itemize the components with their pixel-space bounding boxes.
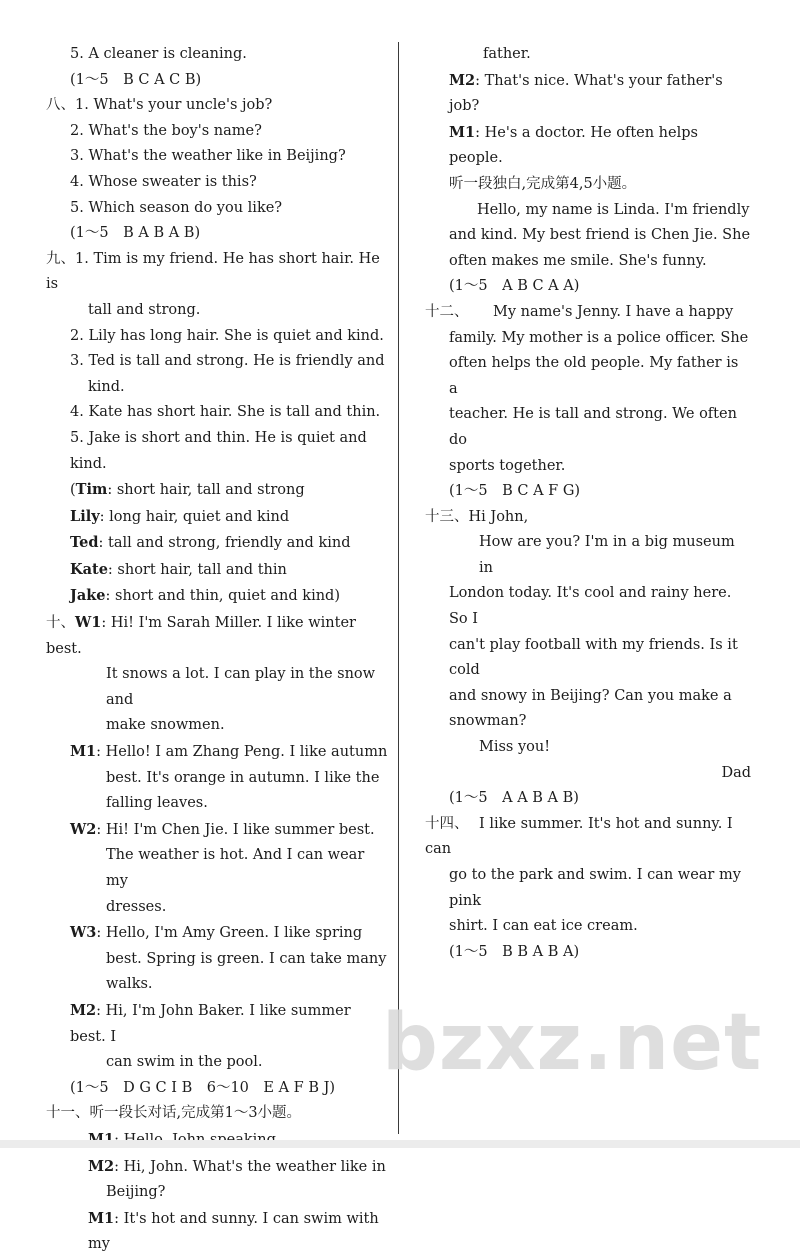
answer-key: (1～5 B B A B A) — [449, 943, 580, 960]
speaker: M1 — [88, 1209, 115, 1227]
page-bottom-band — [0, 1140, 800, 1148]
instruction: 听一段长对话,完成第1～3小题。 — [89, 1105, 302, 1122]
signature: Dad — [721, 764, 751, 781]
right-column: father. M2: That's nice. What's your father's job? M1: He's a doctor. He often helps people. 听一段独白,完成第4,5小题。 Hello, my name is Linda. I'm friendly and kind. My best friend is Chen Jie. She often makes me smile. She's funny. (1～5 A B C A A) 十二、 My name's Jenny. I have a happy family. My mother is a police officer. She often helps the old people. My father is a teacher. He is tall and strong. We often do sports together. (1～5 B C A F G) 十三、Hi John, How are you? I'm in a big museum in London today. It's cool and rainy here. So I can't play football with my friends. Is it cold and snowy in Beijing? Can you make a snowman? Miss you! Dad (1～5 A A B A B) 十四、 I like summer. It's hot and sunny. I can go to the park and swim. I can wear my pink shirt. I can eat ice cream. (1～5 B B A B A) — [425, 42, 751, 965]
section-8 — [46, 93, 390, 247]
speaker: W2 — [70, 820, 97, 838]
answer-key: Jake: short and thin, quiet and kind) — [70, 587, 340, 605]
question: 2. What's the boy's name? — [70, 122, 262, 139]
answer-key: (1～5 A B C A A) — [449, 278, 580, 295]
speaker: W1 — [75, 614, 102, 632]
section-13: 十三、Hi John, How are you? I'm in a big museum in London today. It's cool and rainy here. So I can't play football with my friends. Is it cold and snowy in Beijing? Can you make a snowman? Miss you! Dad (1～5 A A B A B) — [425, 505, 751, 812]
section-11: 十一、听一段长对话,完成第1～3小题。 M2: Hi, John. What's the weather like in Beijing? M1: It's hot and sunny. I can swim with my — [46, 1101, 390, 1258]
section-12: 十二、 My name's Jenny. I have a happy family. My mother is a police officer. She often helps the old people. My father is a teacher. He is tall and strong. We often do sports together. (1～5 B C A F G) — [425, 300, 751, 505]
answer-key: (1～5 B C A F G) — [449, 483, 581, 500]
answer-key: (Tim: short hair, tall and strong — [70, 481, 305, 499]
answer-line: 5. A cleaner is cleaning. — [70, 46, 247, 62]
speaker: W3 — [70, 924, 97, 942]
answer-key: (1～5 B C A C B) — [70, 71, 202, 88]
speaker: M1 — [70, 743, 97, 761]
answer-key: Lily: long hair, quiet and kind — [70, 507, 290, 525]
answer-key: Kate: short hair, tall and thin — [70, 560, 287, 578]
greeting: Hi John, — [468, 508, 529, 525]
answer-key: (1～5 A A B A B) — [449, 790, 579, 807]
speaker: M1 — [449, 123, 476, 141]
answer-key: (1～5 B A B A B) — [70, 225, 201, 242]
sentence: 1. Tim is my friend. He has short hair. He is — [46, 250, 380, 293]
watermark-text: bzxz.net — [382, 998, 763, 1088]
section-mark: 十二、 — [425, 303, 469, 320]
section-9 — [46, 247, 390, 610]
section-mark: 十、 — [46, 615, 75, 632]
section-mark: 九、 — [46, 250, 75, 267]
question: 5. Which season do you like? — [70, 199, 283, 216]
section-mark: 十四、 — [425, 815, 469, 832]
sentence: kind. — [88, 378, 125, 395]
section-14: 十四、 I like summer. It's hot and sunny. I can go to the park and swim. I can wear my pink shirt. I can eat ice cream. (1～5 B B A B A) — [425, 812, 751, 966]
answer-key: Ted: tall and strong, friendly and kind — [70, 534, 351, 552]
column-divider — [398, 42, 399, 1134]
sentence: 5. Jake is short and thin. He is quiet and kind. — [70, 429, 367, 472]
sentence: 2. Lily has long hair. She is quiet and kind. — [70, 327, 384, 344]
question: 1. What's your uncle's job? — [75, 97, 273, 114]
speaker: M2 — [70, 1001, 97, 1019]
section-mark: 十三、 — [425, 508, 469, 525]
section-mark: 八、 — [46, 97, 75, 114]
instruction: 听一段独白,完成第4,5小题。 — [449, 175, 637, 192]
question: 3. What's the weather like in Beijing? — [70, 148, 346, 165]
speaker: M2 — [88, 1157, 115, 1175]
sentence: tall and strong. — [88, 301, 201, 318]
section-10: 十、W1: Hi! I'm Sarah Miller. I like winter best. It snows a lot. I can play in the snow and make snowmen. M1: Hello! I am Zhang Peng. I like autumn best. It's orange in autumn. I like the falling leaves. W2: Hi! I'm Chen Jie. I like summer best. The weather is hot. And I can wear my dresses. W3: Hello, I'm Amy Green. I like spring best. Spring is green. I can take many walks. M2: Hi, I'm John Baker. I like summer best. I can swim in the pool. (1～5 D G C I B 6～10 E A F B J) — [46, 610, 390, 1101]
question: 4. Whose sweater is this? — [70, 173, 257, 190]
left-column — [46, 42, 390, 1258]
sentence: 3. Ted is tall and strong. He is friendly and — [70, 353, 385, 370]
sentence: 4. Kate has short hair. She is tall and thin. — [70, 404, 381, 421]
section-mark: 十一、 — [46, 1105, 90, 1122]
speaker: M2 — [449, 71, 476, 89]
answer-key: (1～5 D G C I B 6～10 E A F B J) — [70, 1079, 336, 1096]
